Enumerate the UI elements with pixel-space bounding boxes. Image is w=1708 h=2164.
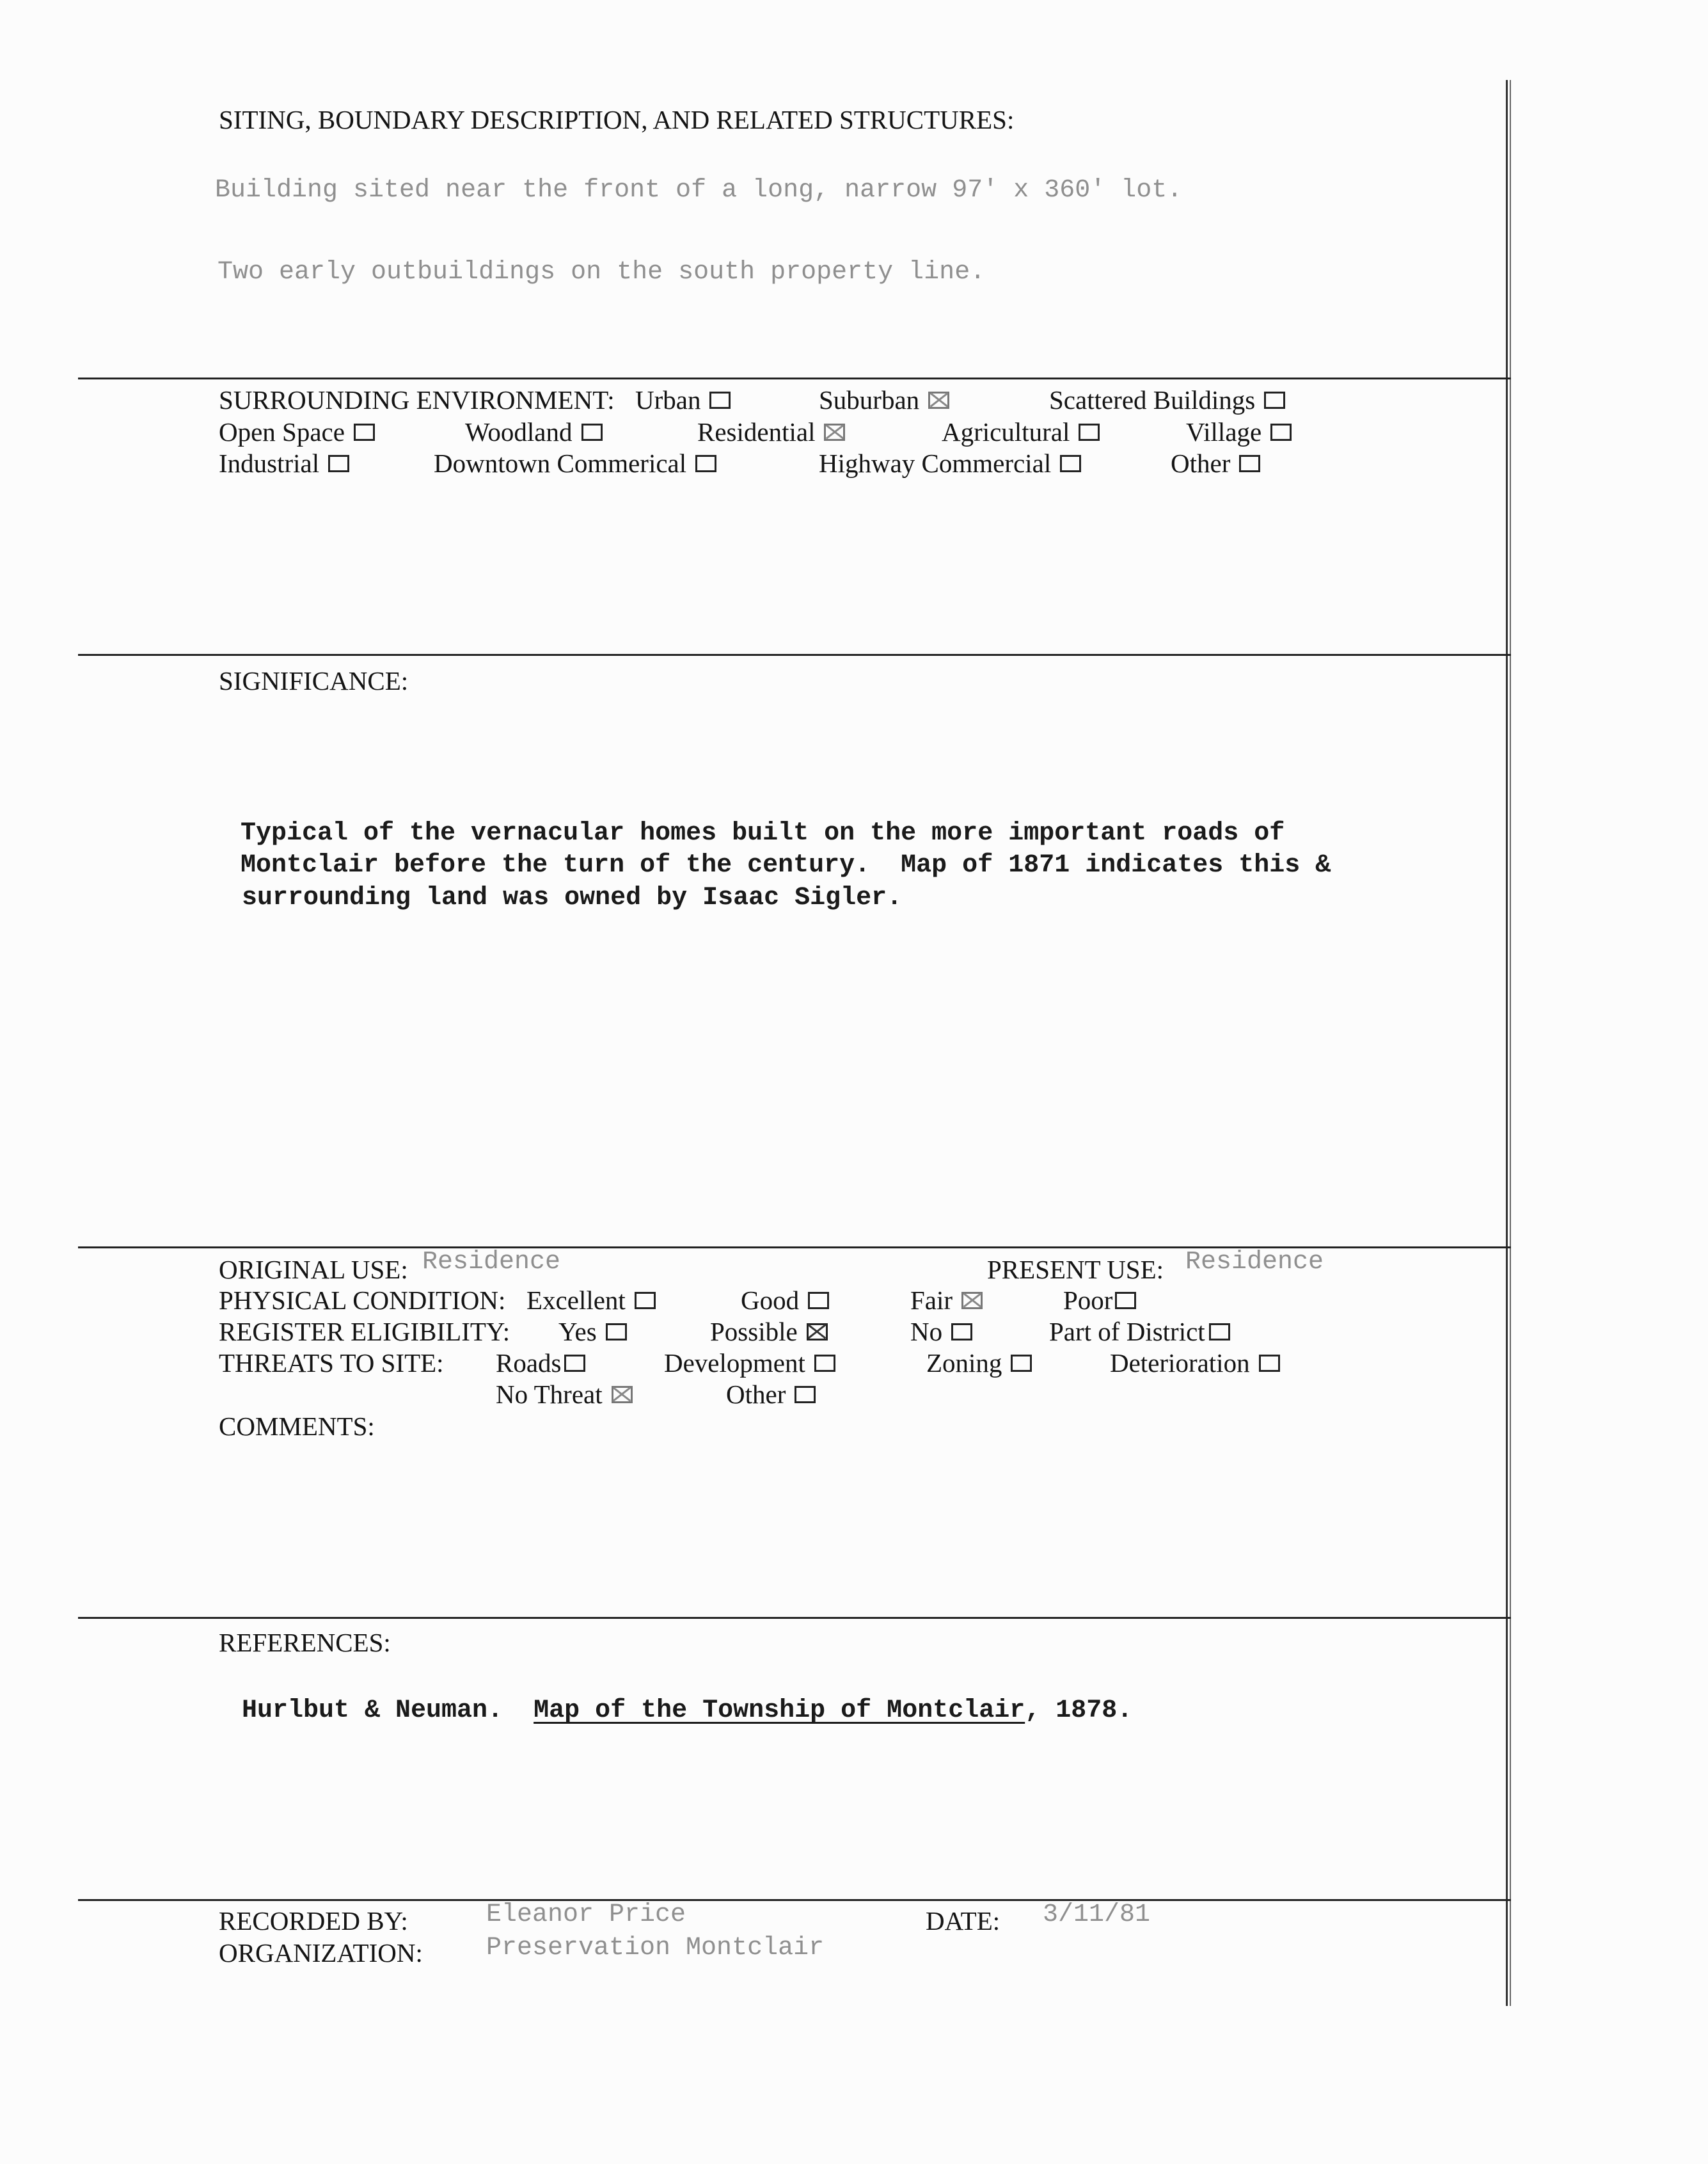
original-use-label: ORIGINAL USE:	[219, 1255, 408, 1284]
reference-authors: Hurlbut & Neuman.	[242, 1696, 503, 1725]
checkbox[interactable]	[581, 424, 603, 441]
significance-line-2: Montclair before the turn of the century. Map of 1871 indicates this &	[241, 851, 1331, 880]
option-open-space[interactable]	[219, 417, 375, 447]
option-label: Urban	[635, 385, 701, 415]
eligibility-yes[interactable]	[558, 1316, 627, 1347]
significance-line-3: surrounding land was owned by Isaac Sigler.	[242, 884, 903, 912]
threat-zoning[interactable]	[926, 1348, 1032, 1378]
eligibility-no[interactable]	[910, 1316, 972, 1347]
recorded-by-label: RECORDED BY:	[219, 1906, 408, 1936]
threats-label: THREATS TO SITE:	[219, 1348, 444, 1378]
date-value: 3/11/81	[1043, 1900, 1151, 1929]
option-other-environment[interactable]	[1171, 448, 1260, 479]
organization-label: ORGANIZATION:	[219, 1938, 423, 1968]
threat-no-threat[interactable]	[496, 1379, 633, 1410]
date-label: DATE:	[926, 1906, 1000, 1936]
option-label: Deterioration	[1110, 1348, 1250, 1378]
comments-label: COMMENTS:	[219, 1412, 375, 1441]
option-label: Other	[1171, 449, 1231, 478]
checkbox-checked[interactable]	[612, 1386, 633, 1403]
divider-significance	[78, 654, 1511, 656]
option-label: Good	[741, 1285, 800, 1315]
option-label: No	[910, 1317, 943, 1346]
option-label: Development	[664, 1348, 805, 1378]
checkbox-checked[interactable]	[824, 424, 845, 441]
siting-heading: SITING, BOUNDARY DESCRIPTION, AND RELATED STRUCTURES:	[219, 105, 1015, 134]
checkbox[interactable]	[564, 1355, 585, 1372]
right-border-line	[1506, 80, 1508, 2006]
condition-poor[interactable]	[1063, 1285, 1136, 1316]
option-urban[interactable]	[635, 385, 731, 415]
present-use-label: PRESENT USE:	[987, 1255, 1164, 1284]
option-woodland[interactable]	[465, 417, 603, 447]
option-label: Scattered Buildings	[1049, 385, 1256, 415]
option-suburban[interactable]	[819, 385, 949, 415]
eligibility-part-of-district[interactable]	[1049, 1316, 1230, 1347]
threat-deterioration[interactable]	[1110, 1348, 1280, 1378]
option-label: Open Space	[219, 417, 345, 447]
option-village[interactable]	[1186, 417, 1292, 447]
organization-value: Preservation Montclair	[486, 1934, 825, 1962]
checkbox[interactable]	[1239, 455, 1260, 472]
option-label: Woodland	[465, 417, 573, 447]
option-scattered-buildings[interactable]	[1049, 385, 1285, 415]
significance-line-1: Typical of the vernacular homes built on the more important roads of	[241, 819, 1285, 848]
divider-recorded	[78, 1899, 1511, 1901]
present-use-value: Residence	[1185, 1248, 1324, 1277]
option-label: Possible	[710, 1317, 798, 1346]
checkbox[interactable]	[1060, 455, 1081, 472]
threat-roads[interactable]	[496, 1348, 585, 1378]
checkbox[interactable]	[814, 1355, 835, 1372]
register-eligibility-label: REGISTER ELIGIBILITY:	[219, 1317, 510, 1346]
checkbox[interactable]	[1264, 392, 1285, 409]
checkbox[interactable]	[1209, 1323, 1230, 1341]
references-heading: REFERENCES:	[219, 1628, 391, 1657]
option-label: Part of District	[1049, 1317, 1205, 1346]
condition-good[interactable]	[741, 1285, 829, 1316]
option-downtown-commercial[interactable]	[434, 448, 716, 479]
option-industrial[interactable]	[219, 448, 349, 479]
option-label: Zoning	[926, 1348, 1002, 1378]
option-residential[interactable]	[697, 417, 845, 447]
checkbox[interactable]	[808, 1292, 829, 1309]
physical-condition-label: PHYSICAL CONDITION:	[219, 1285, 506, 1315]
reference-entry	[242, 1696, 1132, 1725]
checkbox[interactable]	[695, 455, 716, 472]
checkbox[interactable]	[354, 424, 375, 441]
option-label: Industrial	[219, 449, 320, 478]
reference-year: , 1878.	[1025, 1696, 1133, 1725]
option-label: Highway Commercial	[819, 449, 1052, 478]
checkbox-checked[interactable]	[961, 1292, 983, 1309]
option-label: No Threat	[496, 1380, 603, 1409]
option-label: Village	[1186, 417, 1262, 447]
significance-heading: SIGNIFICANCE:	[219, 666, 409, 696]
option-label: Yes	[558, 1317, 597, 1346]
option-agricultural[interactable]	[942, 417, 1100, 447]
checkbox-checked[interactable]	[807, 1323, 828, 1341]
option-label: Other	[726, 1380, 786, 1409]
divider-references	[78, 1617, 1511, 1619]
recorded-by-value: Eleanor Price	[486, 1900, 686, 1929]
checkbox[interactable]	[1011, 1355, 1032, 1372]
checkbox-checked[interactable]	[928, 392, 949, 409]
checkbox[interactable]	[635, 1292, 656, 1309]
original-use-value: Residence	[422, 1248, 561, 1277]
checkbox[interactable]	[1270, 424, 1292, 441]
condition-excellent[interactable]	[526, 1285, 656, 1316]
condition-fair[interactable]	[910, 1285, 983, 1316]
option-highway-commercial[interactable]	[819, 448, 1081, 479]
option-label: Poor	[1063, 1285, 1113, 1315]
siting-line-2: Two early outbuildings on the south property line.	[217, 258, 986, 287]
checkbox[interactable]	[1115, 1292, 1136, 1309]
siting-line-1: Building sited near the front of a long, narrow 97' x 360' lot.	[215, 176, 1183, 205]
environment-heading: SURROUNDING ENVIRONMENT:	[219, 385, 615, 415]
option-label: Suburban	[819, 385, 920, 415]
checkbox[interactable]	[795, 1386, 816, 1403]
threat-development[interactable]	[664, 1348, 835, 1378]
option-label: Residential	[697, 417, 816, 447]
option-label: Fair	[910, 1285, 953, 1315]
checkbox[interactable]	[606, 1323, 627, 1341]
checkbox[interactable]	[951, 1323, 972, 1341]
option-label: Agricultural	[942, 417, 1070, 447]
option-label: Excellent	[526, 1285, 626, 1315]
threat-other[interactable]	[726, 1379, 816, 1410]
checkbox[interactable]	[1259, 1355, 1280, 1372]
option-label: Roads	[496, 1348, 562, 1378]
checkbox[interactable]	[328, 455, 349, 472]
checkbox[interactable]	[709, 392, 731, 409]
divider-environment	[78, 378, 1511, 379]
reference-title: Map of the Township of Montclair	[534, 1696, 1025, 1725]
option-label: Downtown Commerical	[434, 449, 687, 478]
eligibility-possible[interactable]	[710, 1316, 828, 1347]
checkbox[interactable]	[1079, 424, 1100, 441]
right-border-line-inner	[1510, 80, 1511, 2006]
